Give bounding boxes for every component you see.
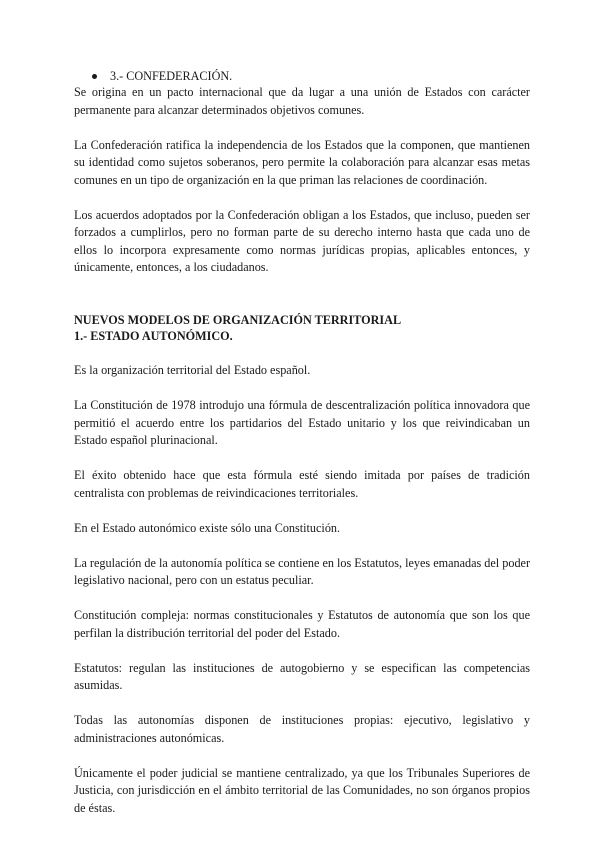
section-subheading: 1.- ESTADO AUTONÓMICO. [74,329,233,343]
bullet-item-confederacion [74,68,530,84]
paragraph: La Confederación ratifica la independencia de los Estados que la componen, que mantienen su identidad como sujetos soberanos, pero permite la colaboración para alcanzar esas metas comunes en un tipo de organización en la que priman las relaciones de coordinación. [74,137,530,187]
paragraph: La Constitución de 1978 introdujo una fórmula de descentralización política innovadora que permitió el acuerdo entre los partidarios del Estado unitario y los que reivindicaban un Estado español plurinacional. [74,398,530,447]
paragraph: Todas las autonomías disponen de instituciones propias: ejecutivo, legislativo y administraciones autonómicas. [74,713,530,745]
paragraph: El éxito obtenido hace que esta fórmula esté siendo imitada por países de tradición centralista con problemas de reivindicaciones territoriales. [74,468,530,500]
paragraph: La regulación de la autonomía política se contiene en los Estatutos, leyes emanadas del poder legislativo nacional, pero con un estatus peculiar. [74,555,530,587]
bullet-label: 3.- CONFEDERACIÓN. [110,69,233,83]
paragraph: Los acuerdos adoptados por la Confederación obligan a los Estados, que incluso, pueden ser forzados a cumplirlos, pero no forman parte de su derecho interno hasta que cada uno de ellos lo incorpora expresamente como normas jurídicas propias, aplicables entonces, y únicamente, entonces, a los ciudadanos. [74,207,530,274]
paragraph: Se origina en un pacto internacional que da lugar a una unión de Estados con carácter permanente para alcanzar determinados objetivos comunes. [74,85,530,117]
paragraph: Únicamente el poder judicial se mantiene centralizado, ya que los Tribunales Superiores de Justicia, con jurisdicción en el ámbito territorial de las Comunidades, no son órganos propios de éstas. [74,765,530,815]
bullet-dot-icon [92,74,97,79]
paragraph: Estatutos: regulan las instituciones de autogobierno y se especifican las competencias asumidas. [74,660,530,692]
paragraph: En el Estado autonómico existe sólo una Constitución. [74,520,341,535]
document-page [74,68,530,835]
spacer [74,294,530,312]
paragraph: Es la organización territorial del Estado español. [74,363,311,377]
paragraph: Constitución compleja: normas constitucionales y Estatutos de autonomía que son los que perfilan la distribución territorial del poder del Estado. [74,608,530,640]
section-heading: NUEVOS MODELOS DE ORGANIZACIÓN TERRITORIAL [74,312,402,327]
